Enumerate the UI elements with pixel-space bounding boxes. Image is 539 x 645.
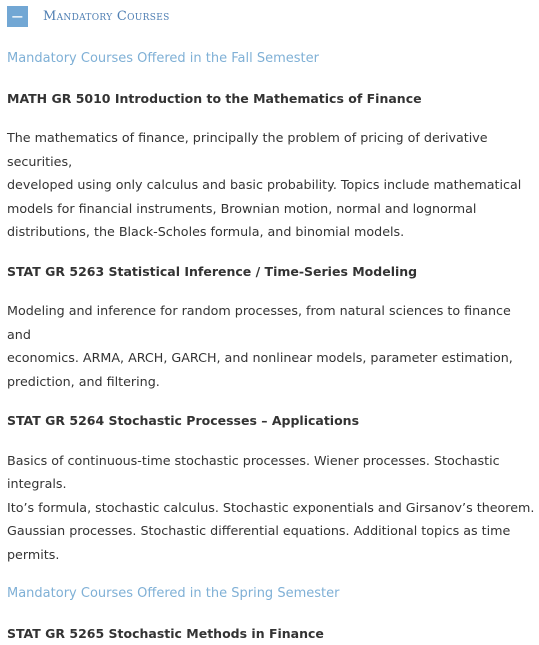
course-description-math-5010 [7, 126, 537, 244]
course-title-stat-5263: STAT GR 5263 Statistical Inference / Time-Series Modeling [7, 260, 537, 284]
description-line: prediction, and filtering. [7, 370, 537, 394]
description-line: Modeling and inference for random processes, from natural sciences to finance and [7, 299, 537, 346]
course-title-stat-5264: STAT GR 5264 Stochastic Processes – Applications [7, 409, 537, 433]
section-content [7, 47, 537, 645]
description-line: models for financial instruments, Brownian motion, normal and lognormal [7, 197, 537, 221]
course-description-stat-5263 [7, 299, 537, 393]
description-line: developed using only calculus and basic probability. Topics include mathematical [7, 173, 537, 197]
collapse-toggle-button[interactable] [7, 6, 28, 27]
description-line: distributions, the Black-Scholes formula, and binomial models. [7, 220, 537, 244]
course-title-math-5010: MATH GR 5010 Introduction to the Mathematics of Finance [7, 87, 537, 111]
description-line: The mathematics of finance, principally the problem of pricing of derivative securities, [7, 126, 537, 173]
description-line: Gaussian processes. Stochastic differential equations. Additional topics as time [7, 519, 537, 543]
description-line: Basics of continuous-time stochastic processes. Wiener processes. Stochastic integrals. [7, 449, 537, 496]
section-header[interactable] [7, 5, 170, 28]
description-line: permits. [7, 543, 537, 567]
description-line: economics. ARMA, ARCH, GARCH, and nonlinear models, parameter estimation, [7, 346, 537, 370]
spring-semester-heading: Mandatory Courses Offered in the Spring Semester [7, 582, 537, 606]
course-description-stat-5264 [7, 449, 537, 567]
minus-icon: − [11, 9, 24, 25]
fall-semester-heading: Mandatory Courses Offered in the Fall Semester [7, 47, 537, 71]
course-title-stat-5265: STAT GR 5265 Stochastic Methods in Finance [7, 622, 537, 645]
description-line: Ito’s formula, stochastic calculus. Stochastic exponentials and Girsanov’s theorem. [7, 496, 537, 520]
section-title[interactable]: Mandatory Courses [43, 9, 170, 24]
